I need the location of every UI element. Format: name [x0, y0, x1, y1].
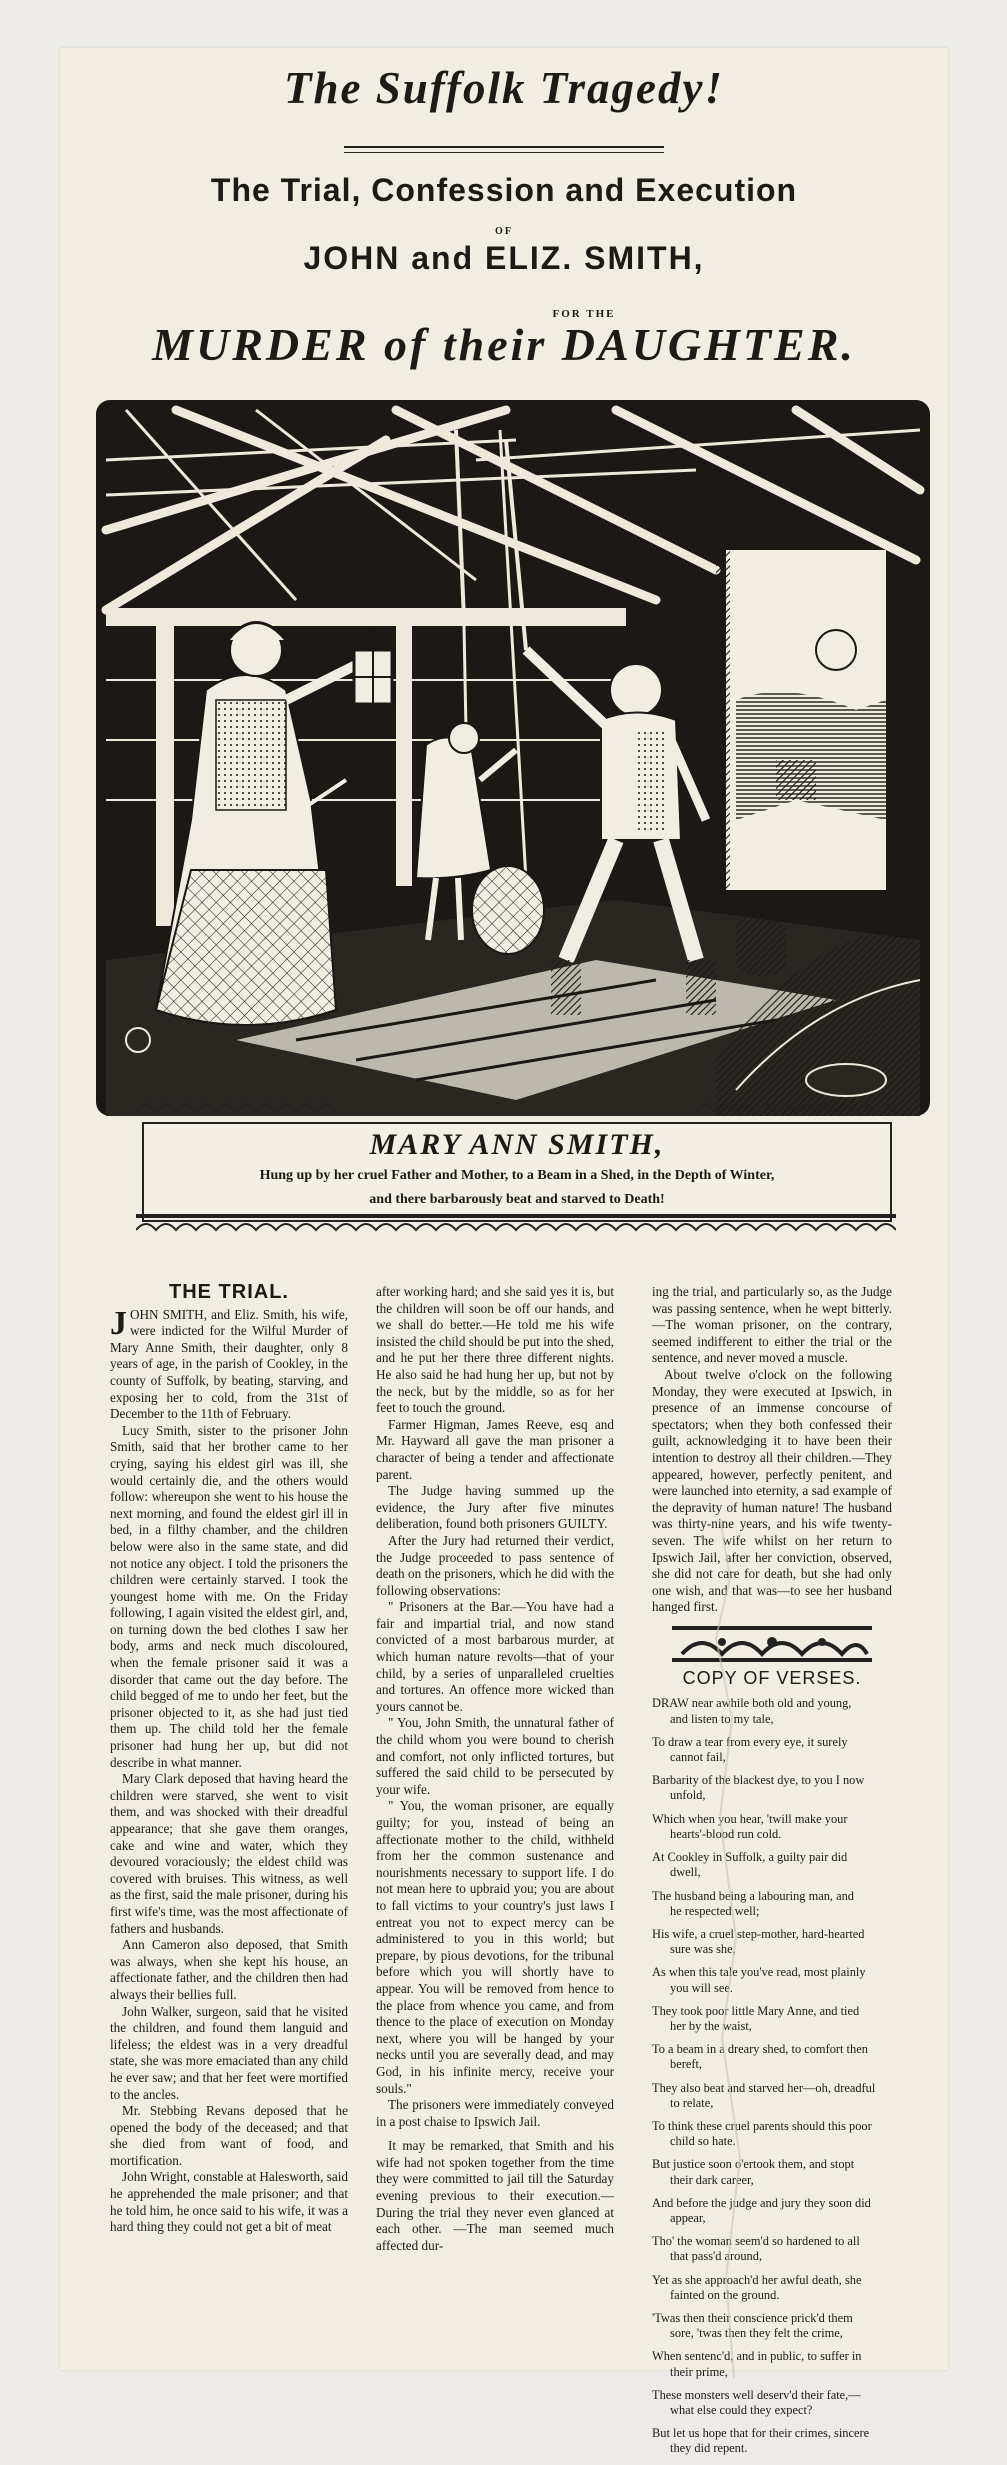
trial-paragraph-7: John Wright, constable at Halesworth, said he apprehended the male prisoner; and that he told him, he once said to his wife, it was a hard thing they could not get a bit of meat	[110, 2169, 348, 2235]
verse-line-continued: her by the waist,	[670, 2018, 752, 2033]
verse-line-continued: appear,	[670, 2210, 706, 2225]
verse-line: DRAW near awhile both old and young,	[652, 1696, 852, 1711]
trial-paragraph-14: " You, the woman prisoner, are equally guilty; for you, instead of being an affectionate mother to the child, withheld from her the common sustenance and nourishments necessary to support life. I do not mean here to upbraid you; you are about to fall victims to your country's just laws I entreat you not to expect mercy can be administered to you in this world; but prepare, by pious devotions, for the tribunal before which you will shortly have to appear. You will be removed from hence to the place from whence you came, and from thence to the place of execution on Monday next, where you will be hanged by your necks until you are severally dead, and may God, in his infinite mercy, receive your souls."	[376, 1798, 614, 2096]
verse-line: The husband being a labouring man, and	[652, 1888, 854, 1903]
verse-line-continued: hearts'-blood run cold.	[670, 1826, 782, 1841]
verse-line-continued: sure was she,	[670, 1942, 736, 1957]
verse-line-continued: bereft,	[670, 2057, 702, 2072]
verse-line: These monsters well deserv'd their fate,—	[652, 2387, 861, 2402]
main-title: The Suffolk Tragedy!	[284, 63, 724, 113]
verse-line-continued: and listen to my tale,	[670, 1711, 774, 1726]
verse-line-continued: their prime,	[670, 2364, 728, 2379]
trial-paragraph-5: John Walker, surgeon, said that he visited the children, and found them languid and lifeless; the eldest was in a very dreadful state, she was more emaciated than any child he ever saw; and that her feet were mortified to the ancles.	[110, 2003, 348, 2102]
verse-line-continued: fainted on the ground.	[670, 2287, 780, 2302]
trial-paragraph-2: Lucy Smith, sister to the prisoner John Smith, said that her brother came to her crying, saying his eldest girl was ill, she would certainly die, and the others would follow: whereupon she went to his house the next morning, and found the eldest girl ill in bed, in a filthy chamber, and the children below were also in the same state, and did not notice any object. I told the prisoners the children were certainly starved. I took the youngest home with me. On the Friday following, I again visited the eldest girl, and, on turning down the bed clothes I saw her body, arms and neck much discoloured, when the female prisoner said it was a disorder that came out the day before. The child begged of me to undo her feet, but the prisoner objected to it, as she had just tied them up. The child told her the female prisoner had hung her up, but did not describe in what manner.	[110, 1422, 348, 1770]
for-the-label: FOR THE	[552, 308, 616, 320]
trial-paragraph-8: after working hard; and she said yes it is, but the children will soon be off our hands, and we shall do better.—He told me his wife insisted the child should be put into the shed, and he put her there three different nights. He also said he had hung her up, but not by the neck, but by the middle, so as for her feet to touch the ground.	[376, 1284, 614, 1416]
verse-line: But justice soon o'ertook them, and stopt	[652, 2157, 855, 2172]
trial-paragraph-15: The prisoners were immediately conveyed in a post chaise to Ipswich Jail.	[376, 2097, 614, 2129]
verse-line: Tho' the woman seem'd so hardened to all	[652, 2234, 860, 2249]
verse-line: Yet as she approach'd her awful death, she	[652, 2272, 862, 2287]
verse-line: To a beam in a dreary shed, to comfort then	[652, 2042, 868, 2057]
torn-paper-edge	[660, 1518, 960, 2378]
verse-couplet	[652, 2388, 892, 2418]
verse-line: At Cookley in Suffolk, a guilty pair did	[652, 1850, 848, 1865]
trial-paragraph-4: Ann Cameron also deposed, that Smith was always, when she kept his house, an affectionate father, and the children then had always their bellies full.	[110, 1937, 348, 2002]
verse-line-continued: sore, 'twas then they felt the crime,	[670, 2326, 843, 2341]
woodcut-illustration	[96, 400, 930, 1116]
verse-couplet	[652, 2426, 892, 2456]
caption-name: MARY ANN SMITH,	[369, 1128, 665, 1161]
trial-column-1	[110, 1281, 348, 2236]
trial-paragraph-12: " Prisoners at the Bar.—You have had a fair and impartial trial, and now stand convicted of a most barbarous murder, at which human nature revolts—that of your child, by a series of unparalleled cruelties and tortures. An offence more wicked than yours cannot be.	[376, 1599, 614, 1714]
verse-line: They also beat and starved her—oh, dreadful	[652, 2080, 876, 2095]
verse-line: To draw a tear from every eye, it surely	[652, 1734, 848, 1749]
trial-paragraph-17: ing the trial, and particularly so, as the Judge was passing sentence, when he wept bitterly.—The woman prisoner, on the contrary, seemed indifferent to either the trial or the sentence, and never moved a muscle.	[652, 1284, 892, 1366]
verse-line: Barbarity of the blackest dye, to you I now	[652, 1773, 865, 1788]
caption-ornament-bottom	[136, 1210, 896, 1236]
verse-line: 'Twas then their conscience prick'd them	[652, 2310, 853, 2325]
verse-line-continued: cannot fail,	[670, 1750, 726, 1765]
trial-column-2	[376, 1284, 614, 2254]
defendant-names: JOHN and ELIZ. SMITH,	[303, 240, 705, 276]
verse-line-continued: their dark career,	[670, 2172, 754, 2187]
trial-paragraph-9: Farmer Higman, James Reeve, esq and Mr. Hayward all gave the man prisoner a character of being a tender and affectionate parent.	[376, 1416, 614, 1482]
caption-box	[142, 1122, 892, 1222]
broadside-sheet	[60, 48, 948, 2456]
verse-line-continued: to relate,	[670, 2095, 714, 2110]
title-rule	[344, 146, 664, 148]
murder-heading: MURDER of their DAUGHTER.	[152, 319, 856, 370]
verse-line: When sentenc'd, and in public, to suffer in	[652, 2349, 862, 2364]
verse-line-continued: child so hate.	[670, 2134, 736, 2149]
trial-paragraph-1: OHN SMITH, and Eliz. Smith, his wife, were indicted for the Wilful Murder of Mary Anne Smith, their daughter, only 8 years of age, in the parish of Cookley, in the county of Suffolk, by beating, starving, and exposing her to cold, from the 31st of December to the 11th of February.	[110, 1306, 348, 1422]
of-label: OF	[495, 226, 513, 237]
drop-cap-j: J	[110, 1304, 127, 1342]
title-rule-thin	[344, 152, 664, 153]
caption-line-1: Hung up by her cruel Father and Mother, to a Beam in a Shed, in the Depth of Winter,	[259, 1168, 775, 1183]
verse-line: To think these cruel parents should this poor	[652, 2118, 872, 2133]
verses-heading: COPY OF VERSES.	[682, 1667, 862, 1688]
subtitle: The Trial, Confession and Execution	[210, 172, 798, 208]
trial-paragraph-16: It may be remarked, that Smith and his wife had not spoken together from the time they were committed to jail till the Saturday evening previous to their execution.—During the trial they never even glanced at each other. —The man seemed much affected dur-	[376, 2138, 614, 2253]
trial-paragraph-6: Mr. Stebbing Revans deposed that he opened the body of the deceased; and that she died from want of food, and mortification.	[110, 2103, 348, 2168]
trial-heading: THE TRIAL.	[169, 1281, 289, 1303]
verse-line-continued: unfold,	[670, 1788, 706, 1803]
verse-line-continued: they did repent.	[670, 2441, 748, 2456]
trial-paragraph-3: Mary Clark deposed that having heard the children were starved, she went to visit them, and was shocked with their dreadful appearance; that she gave them oranges, cake and wine and water, which they devoured voraciously; the eldest child was covered with bruises. This witness, as well as the first, said the male prisoner, during his first wife's time, was the most affectionate of fathers and husbands.	[110, 1771, 348, 1936]
trial-paragraph-18: About twelve o'clock on the following Monday, they were executed at Ipswich, in presence of an immense concourse of spectators; when they both confessed their guilt, acknowledging it to have been their intention to destroy all their children.—They appeared, however, perfectly penitent, and were launched into eternity, a sad example of the depravity of human nature! The husband was thirty-nine years, and his wife twenty-seven. The wife whilst on her return to Ipswich Jail, after her conviction, observed, she did not care for death, but she had only one wish, and that was—to see her husband hanged first.	[652, 1366, 892, 1615]
verse-line-continued: what else could they expect?	[670, 2402, 813, 2417]
trial-paragraph-10: The Judge having summed up the evidence, the Jury after five minutes deliberation, found both prisoners GUILTY.	[376, 1483, 614, 1532]
verse-line-continued: that pass'd around,	[670, 2249, 763, 2264]
verse-line: His wife, a cruel step-mother, hard-hearted	[652, 1926, 865, 1941]
verse-line-continued: dwell,	[670, 1865, 701, 1880]
trial-paragraph-13: " You, John Smith, the unnatural father of the child whom you were bound to cherish and comfort, not only inflicted tortures, but suffered the said child to be persecuted by your wife.	[376, 1715, 614, 1797]
verse-line: They took poor little Mary Anne, and tied	[652, 2003, 860, 2018]
verse-line: As when this tale you've read, most plainly	[652, 1965, 866, 1980]
caption-line-2: and there barbarously beat and starved to Death!	[369, 1192, 665, 1207]
verse-line: Which when you hear, 'twill make your	[652, 1811, 848, 1826]
verse-line-continued: you will see.	[670, 1980, 733, 1995]
trial-paragraph-11: After the Jury had returned their verdict, the Judge proceeded to pass sentence of death on the prisoners, which he did with the following observations:	[376, 1532, 614, 1598]
verse-line: But let us hope that for their crimes, sincere	[652, 2426, 870, 2441]
verse-line-continued: he respected well;	[670, 1903, 760, 1918]
verse-line: And before the judge and jury they soon did	[652, 2195, 871, 2210]
